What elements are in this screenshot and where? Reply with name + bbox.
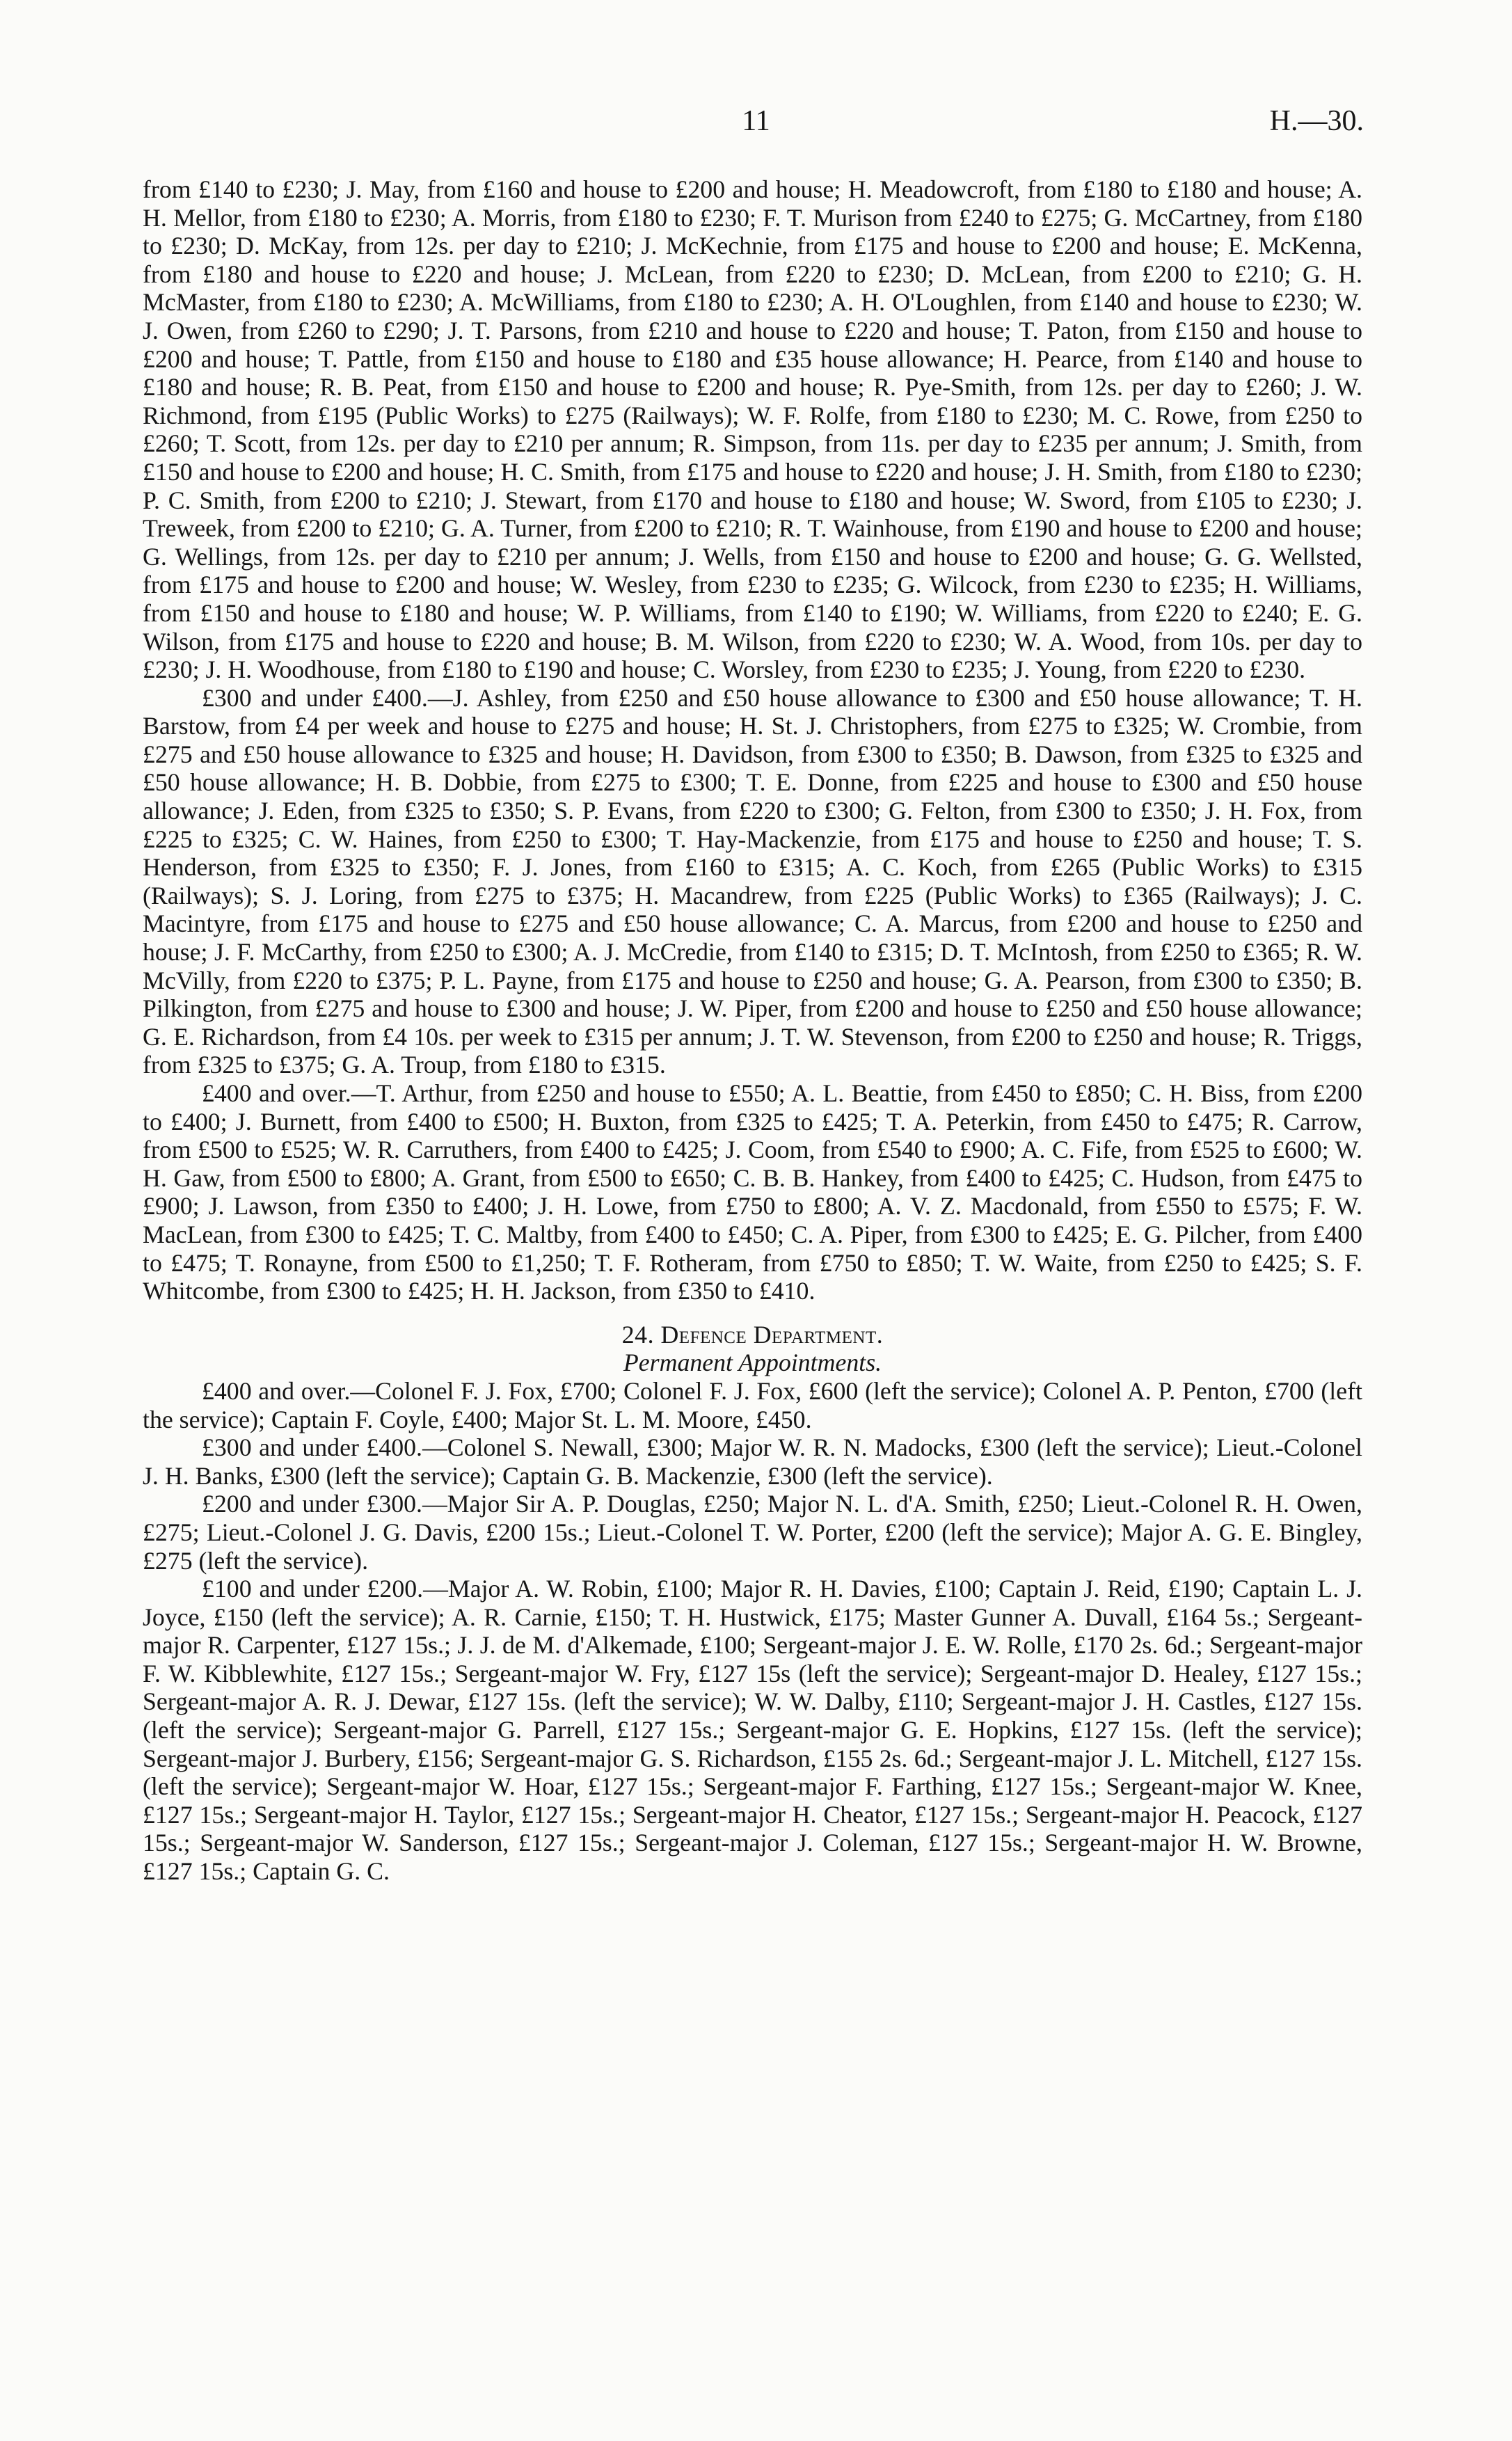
section-subheading: Permanent Appointments. (623, 1349, 882, 1377)
defence-100-to-200: £100 and under £200.—Major A. W. Robin, £100; Major R. H. Davies, £100; Captain J. Reid, £190; Captain L. J. Joyce, £150 (left the service); A. R. Carnie, £150; T. H. Hustwick, £175; Master Gunner A. Duvall, £164 5s.; Sergeant-major R. Carpenter, £127 15s.; J. J. de M. d'Alkemade, £100; Sergeant-major J. E. W. Rolle, £170 2s. 6d.; Sergeant-major F. W. Kibblewhite, £127 15s.; Sergeant-major W. Fry, £127 15s (left the service); Sergeant-major D. Healey, £127 15s.; Sergeant-major A. R. J. Dewar, £127 15s. (left the service); W. W. Dalby, £110; Sergeant-major J. H. Castles, £127 15s. (left the service); Sergeant-major G. Parrell, £127 15s.; Sergeant-major G. E. Hopkins, £127 15s. (left the service); Sergeant-major J. Burbery, £156; Sergeant-major G. S. Richardson, £155 2s. 6d.; Sergeant-major J. L. Mitchell, £127 15s. (left the service); Sergeant-major W. Hoar, £127 15s.; Sergeant-major F. Farthing, £127 15s.; Sergeant-major W. Knee, £127 15s.; Sergeant-major H. Taylor, £127 15s.; Sergeant-major H. Cheator, £127 15s.; Sergeant-major H. Peacock, £127 15s.; Sergeant-major W. Sanderson, £127 15s.; Sergeant-major J. Coleman, £127 15s.; Sergeant-major H. W. Browne, £127 15s.; Captain G. C. (143, 1575, 1362, 1886)
document-reference: H.—30. (1269, 105, 1364, 137)
defence-400-and-over: £400 and over.—Colonel F. J. Fox, £700; Colonel F. J. Fox, £600 (left the service); Colonel A. P. Penton, £700 (left the service); Captain F. Coyle, £400; Major St. L. M. Moore, £450. (143, 1376, 1362, 1433)
body-text (143, 175, 1362, 1886)
page-number: 11 (742, 105, 770, 137)
defence-200-to-300: £200 and under £300.—Major Sir A. P. Douglas, £250; Major N. L. d'A. Smith, £250; Lieut.-Colonel R. H. Owen, £275; Lieut.-Colonel J. G. Davis, £200 15s.; Lieut.-Colonel T. W. Porter, £200 (left the service); Major A. G. E. Bingley, £275 (left the service). (143, 1490, 1362, 1575)
defence-300-to-400: £300 and under £400.—Colonel S. Newall, £300; Major W. R. N. Madocks, £300 (left the service); Lieut.-Colonel J. H. Banks, £300 (left the service); Captain G. B. Mackenzie, £300 (left the service). (143, 1433, 1362, 1490)
paragraph-300-to-400: £300 and under £400.—J. Ashley, from £250 and £50 house allowance to £300 and £50 house allowance; T. H. Barstow, from £4 per week and house to £275 and house; H. St. J. Christophers, from £275 to £325; W. Crombie, from £275 and £50 house allowance to £325 and house; H. Davidson, from £300 to £350; B. Dawson, from £325 to £325 and £50 house allowance; H. B. Dobbie, from £275 to £300; T. E. Donne, from £225 and house to £300 and £50 house allowance; J. Eden, from £325 to £350; S. P. Evans, from £220 to £300; G. Felton, from £300 to £350; J. H. Fox, from £225 to £325; C. W. Haines, from £250 to £300; T. Hay-Mackenzie, from £175 and house to £250 and house; T. S. Henderson, from £325 to £350; F. J. Jones, from £160 to £315; A. C. Koch, from £265 (Public Works) to £315 (Railways); S. J. Loring, from £275 to £375; H. Macandrew, from £225 (Public Works) to £365 (Railways); J. C. Macintyre, from £175 and house to £275 and £50 house allowance; C. A. Marcus, from £200 and house to £250 and house; J. F. McCarthy, from £250 to £300; A. J. McCredie, from £140 to £315; D. T. McIntosh, from £250 to £365; R. W. McVilly, from £220 to £375; P. L. Payne, from £175 and house to £250 and house; G. A. Pearson, from £300 to £350; B. Pilkington, from £275 and house to £300 and house; J. W. Piper, from £200 and house to £250 and £50 house allowance; G. E. Richardson, from £4 10s. per week to £315 per annum; J. T. W. Stevenson, from £200 to £250 and house; R. Triggs, from £325 to £375; G. A. Troup, from £180 to £315. (143, 683, 1362, 1079)
paragraph-continuation: from £140 to £230; J. May, from £160 and house to £200 and house; H. Meadowcroft, from £180 to £180 and house; A. H. Mellor, from £180 to £230; A. Morris, from £180 to £230; F. T. Murison from £240 to £275; G. McCartney, from £180 to £230; D. McKay, from 12s. per day to £210; J. McKechnie, from £175 and house to £200 and house; E. McKenna, from £180 and house to £220 and house; J. McLean, from £220 to £230; D. McLean, from £200 to £210; G. H. McMaster, from £180 to £230; A. McWilliams, from £180 to £230; A. H. O'Loughlen, from £140 and house to £230; W. J. Owen, from £260 to £290; J. T. Parsons, from £210 and house to £220 and house; T. Paton, from £150 and house to £200 and house; T. Pattle, from £150 and house to £180 and £35 house allowance; H. Pearce, from £140 and house to £180 and house; R. B. Peat, from £150 and house to £200 and house; R. Pye-Smith, from 12s. per day to £260; J. W. Richmond, from £195 (Public Works) to £275 (Railways); W. F. Rolfe, from £180 to £230; M. C. Rowe, from £250 to £260; T. Scott, from 12s. per day to £210 per annum; R. Simpson, from 11s. per day to £235 per annum; J. Smith, from £150 and house to £200 and house; H. C. Smith, from £175 and house to £220 and house; J. H. Smith, from £180 to £230; P. C. Smith, from £200 to £210; J. Stewart, from £170 and house to £180 and house; W. Sword, from £105 to £230; J. Treweek, from £200 to £210; G. A. Turner, from £200 to £210; R. T. Wainhouse, from £190 and house to £200 and house; G. Wellings, from 12s. per day to £210 per annum; J. Wells, from £150 and house to £200 and house; G. G. Wellsted, from £175 and house to £200 and house; W. Wesley, from £230 to £235; G. Wilcock, from £230 to £235; H. Williams, from £150 and house to £180 and house; W. P. Williams, from £140 to £190; W. Williams, from £220 to £240; E. G. Wilson, from £175 and house to £220 and house; B. M. Wilson, from £220 to £230; W. A. Wood, from 10s. per day to £230; J. H. Woodhouse, from £180 to £190 and house; C. Worsley, from £230 to £235; J. Young, from £220 to £230. (143, 175, 1362, 684)
paragraph-400-and-over: £400 and over.—T. Arthur, from £250 and house to £550; A. L. Beattie, from £450 to £850; C. H. Biss, from £200 to £400; J. Burnett, from £400 to £500; H. Buxton, from £325 to £425; T. A. Peterkin, from £450 to £475; R. Carrow, from £500 to £525; W. R. Carruthers, from £400 to £425; J. Coom, from £540 to £900; A. C. Fife, from £525 to £600; W. H. Gaw, from £500 to £800; A. Grant, from £500 to £650; C. B. B. Hankey, from £400 to £425; C. Hudson, from £475 to £900; J. Lawson, from £350 to £400; J. H. Lowe, from £750 to £800; A. V. Z. Macdonald, from £550 to £575; F. W. MacLean, from £300 to £425; T. C. Maltby, from £400 to £450; C. A. Piper, from £300 to £425; E. G. Pilcher, from £400 to £475; T. Ronayne, from £500 to £1,250; T. F. Rotheram, from £750 to £850; T. W. Waite, from £250 to £425; S. F. Whitcombe, from £300 to £425; H. H. Jackson, from £350 to £410. (143, 1079, 1362, 1305)
section-heading: 24. Defence Department. (621, 1320, 884, 1349)
